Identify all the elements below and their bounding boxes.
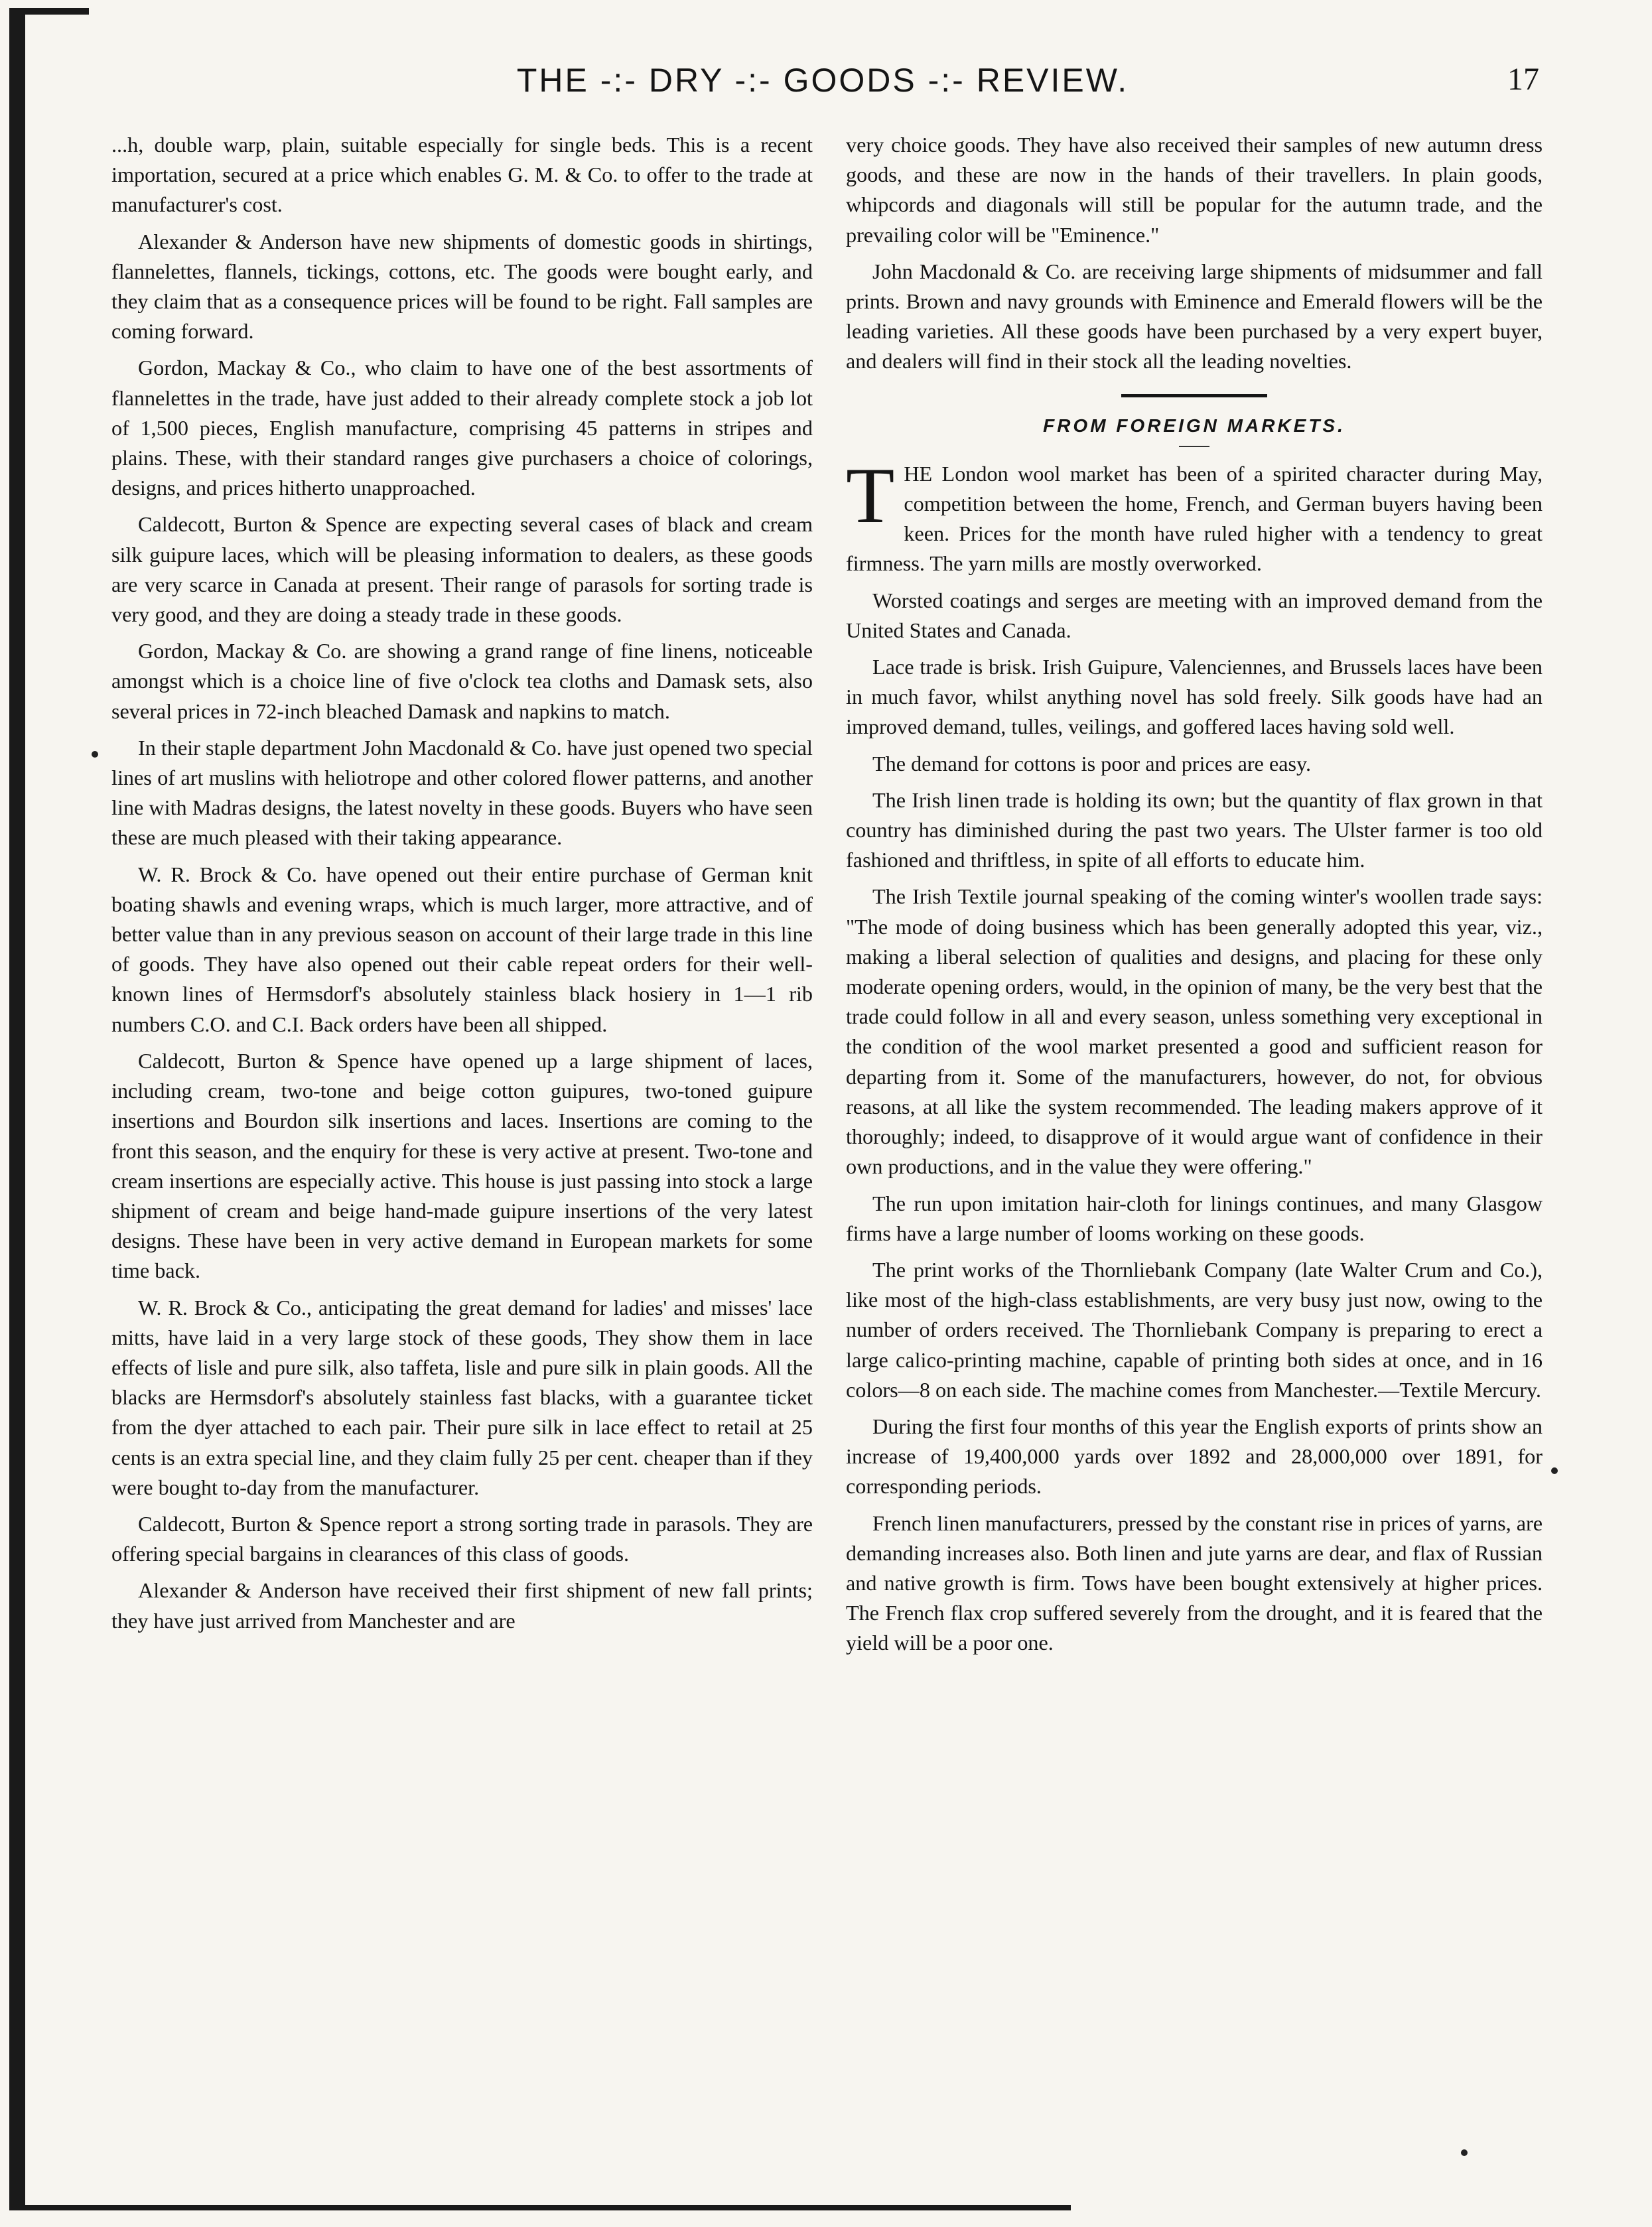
lead-paragraph-text: HE London wool market has been of a spirited character during May, competition between the home, French, and German buyers having been keen. Prices for the month have ruled higher with a tendency to great firmness. The yarn mills are mostly overworked.	[846, 461, 1543, 576]
paragraph: The Irish linen trade is holding its own; but the quantity of flax grown in that country has diminished during the past two years. The Ulster farmer is too old fashioned and thriftless, in spite of all efforts to educate him.	[846, 787, 1543, 872]
paragraph: The run upon imitation hair-cloth for linings continues, and many Glasgow firms have a large number of looms working on these goods.	[846, 1191, 1543, 1245]
page-number: 17	[1507, 62, 1539, 97]
page-header	[106, 61, 1539, 107]
paragraph: Caldecott, Burton & Spence are expecting several cases of black and cream silk guipure laces, which will be pleasing information to dealers, as these goods are very scarce in Canada at present. Their range of parasols for sorting trade is very good, and they are doing a steady trade in these goods.	[111, 512, 813, 627]
paragraph: The print works of the Thornliebank Company (late Walter Crum and Co.), like most of the high-class establishments, are very busy just now, owing to the number of orders received. The Thornliebank Company is preparing to erect a large calico-printing machine, capable of printing both sides at once, and in 16 colors—8 on each side. The machine comes from Manchester.—Textile Mercury.	[846, 1257, 1543, 1402]
lead-paragraph	[846, 450, 1543, 579]
paragraph: French linen manufacturers, pressed by the constant rise in prices of yarns, are demanding increases also. Both linen and jute yarns are dear, and flax of Russian and native growth is firm. Tows have been bought extensively at higher prices. The French flax crop suffered severely from the drought, and it is feared that the yield will be a poor one.	[846, 1511, 1543, 1655]
paragraph: Gordon, Mackay & Co. are showing a grand range of fine linens, noticeable amongst which is a choice line of five o'clock tea cloths and Damask sets, also several prices in 72-inch bleached Damask and napkins to match.	[111, 639, 813, 723]
paragraph: very choice goods. They have also received their samples of new autumn dress goods, and these are now in the hands of their travellers. In plain goods, whipcords and diagonals will still be popular for the autumn trade, and the prevailing color will be "Eminence."	[846, 133, 1543, 247]
drop-cap: T	[846, 450, 895, 539]
paragraph: The demand for cottons is poor and prices are easy.	[872, 751, 1312, 776]
section-title: FROM FOREIGN MARKETS.	[1043, 415, 1345, 436]
paragraph: Gordon, Mackay & Co., who claim to have one of the best assortments of flannelettes in the trade, have just added to their already complete stock a job lot of 1,500 pieces, English manufacture, comprising 45 patterns in stripes and plains. These, with their standard ranges give purchasers a choice of colorings, designs, and prices hitherto unapproached.	[111, 356, 813, 500]
paragraph: During the first four months of this year the English exports of prints show an increase of 19,400,000 yards over 1892 and 28,000,000 over 1891, for corresponding periods.	[846, 1414, 1543, 1499]
margin-mark	[92, 751, 98, 758]
left-column	[111, 130, 813, 1643]
paragraph: The Irish Textile journal speaking of the coming winter's woollen trade says: "The mode of doing business which has been generally adopted this year, viz., making a liberal selection of qualities and designs, and placing for these only moderate opening orders, would, in the opinion of many, be the very best that the trade could follow in all and every season, unless something very exceptional in the condition of the wool market presented a good and sufficient reason for departing from it. Some of the manufacturers, however, do not, for obvious reasons, at all like the system recommended. The leading makers approve of it thoroughly; indeed, to disapprove of it would argue want of confidence in their own productions, and in the value they were offering."	[846, 884, 1543, 1179]
paragraph: Caldecott, Burton & Spence report a strong sorting trade in parasols. They are offering special bargains in clearances of this class of goods.	[111, 1511, 813, 1566]
paragraph: ...h, double warp, plain, suitable especially for single beds. This is a recent importation, secured at a price which enables G. M. & Co. to offer to the trade at manufacturer's cost.	[111, 133, 813, 217]
paragraph: W. R. Brock & Co., anticipating the great demand for ladies' and misses' lace mitts, have laid in a very large stock of these goods, They show them in lace effects of lisle and pure silk, also taffeta, lisle and pure silk in plain goods. All the blacks are Hermsdorf's absolutely stainless fast blacks, with a guarantee ticket from the dyer attached to each pair. Their pure silk in lace effect to retail at 25 cents is an extra special line, and they claim fully 25 per cent. cheaper than if they were bought to-day from the manufacturer.	[111, 1295, 813, 1499]
paragraph: Alexander & Anderson have new shipments of domestic goods in shirtings, flannelettes, flannels, tickings, cottons, etc. The goods were bought early, and they claim that as a consequence prices will be found to be right. Fall samples are coming forward.	[111, 229, 813, 344]
paragraph: In their staple department John Macdonald & Co. have just opened two special lines of art muslins with heliotrope and other colored flower patterns, and another line with Madras designs, the latest novelty in these goods. Buyers who have seen these are much pleased with their taking appearance.	[111, 735, 813, 850]
title-underline	[1179, 446, 1209, 447]
paragraph: Lace trade is brisk. Irish Guipure, Valenciennes, and Brussels laces have been in much favor, whilst anything novel has sold freely. Silk goods have had an improved demand, tulles, veilings, and goffered laces having sold well.	[846, 655, 1543, 739]
section-divider	[1121, 394, 1267, 397]
page-edge-bottom	[9, 2205, 1071, 2210]
paragraph: Alexander & Anderson have received their first shipment of new fall prints; they have just arrived from Manchester and are	[111, 1578, 813, 1633]
page-edge-left	[9, 13, 25, 2209]
paragraph: Caldecott, Burton & Spence have opened up a large shipment of laces, including cream, two-tone and beige cotton guipures, two-toned guipure insertions and Bourdon silk insertions and laces. Insertions are coming to the front this season, and the enquiry for these is very active at present. Two-tone and cream insertions are especially active. This house is just passing into stock a large shipment of cream and beige hand-made guipure insertions of the very latest designs. These have been in very active demand in European markets for some time back.	[111, 1048, 813, 1283]
masthead: THE -:- DRY -:- GOODS -:- REVIEW.	[516, 62, 1129, 99]
paragraph: Worsted coatings and serges are meeting with an improved demand from the United States and Canada.	[846, 588, 1543, 642]
margin-mark	[1461, 2149, 1468, 2156]
right-column	[846, 130, 1543, 1665]
margin-mark	[1551, 1467, 1558, 1474]
paragraph: John Macdonald & Co. are receiving large shipments of midsummer and fall prints. Brown and navy grounds with Eminence and Emerald flowers will be the leading varieties. All these goods have been purchased by a very expert buyer, and dealers will find in their stock all the leading novelties.	[846, 259, 1543, 373]
paragraph: W. R. Brock & Co. have opened out their entire purchase of German knit boating shawls and evening wraps, which is much larger, more attractive, and of better value than in any previous season on account of their large trade in this line of goods. They have also opened out their cable repeat orders for their well-known lines of Hermsdorf's absolutely stainless black hosiery in 1—1 rib numbers C.O. and C.I. Back orders have been all shipped.	[111, 862, 813, 1036]
